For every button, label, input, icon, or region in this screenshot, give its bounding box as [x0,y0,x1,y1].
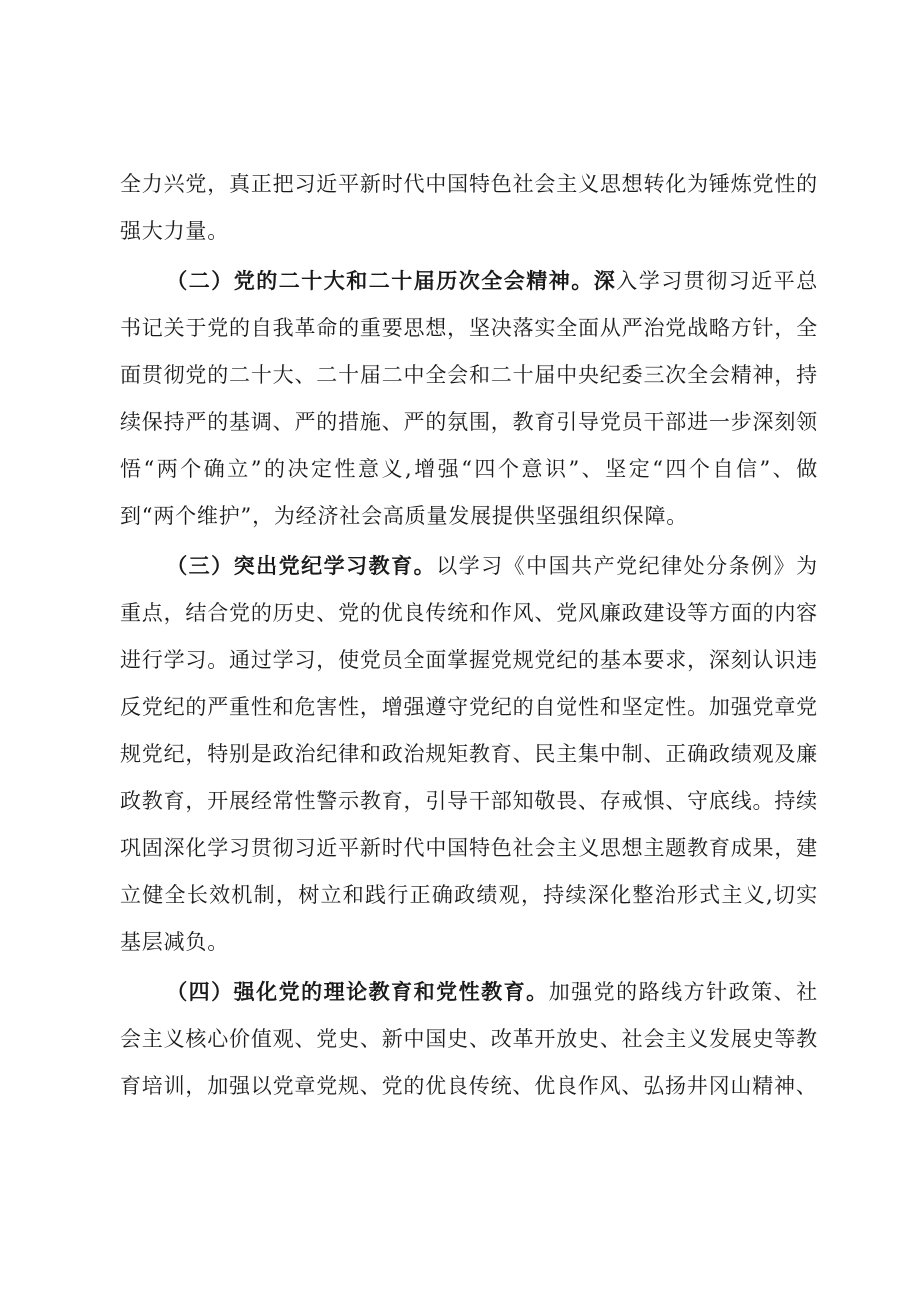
paragraph-4 [120,968,818,1110]
paragraph-2 [120,257,818,540]
paragraph-4-text: 加强党的路线方针政策、社会主义核心价值观、党史、新中国史、改革开放史、社会主义发展史等教育培训，加强以党章党规、党的优良传统、优良作风、弘扬井冈山精神、 [120,980,818,1098]
paragraph-3-text: 以学习《中国共产党纪律处分条例》为重点，结合党的历史、党的优良传统和作风、党风廉政建设等方面的内容进行学习。通过学习，使党员全面掌握党规党纪的基本要求，深刻认识违反党纪的严重性和危害性，增强遵守党纪的自觉性和坚定性。加强党章党规党纪，特别是政治纪律和政治规矩教育、民主集中制、正确政绩观及廉政教育，开展经常性警示教育，引导干部知敬畏、存戒惧、守底线。持续巩固深化学习贯彻习近平新时代中国特色社会主义思想主题教育成果，建立健全长效机制，树立和践行正确政绩观，持续深化整治形式主义,切实基层减负。 [120,554,818,954]
paragraph-3-heading: （三）突出党纪学习教育。 [166,553,437,578]
paragraph-2-text: 入学习贯彻习近平总书记关于党的自我革命的重要思想，坚决落实全面从严治党战略方针，全面贯彻党的二十大、二十届二中全会和二十届中央纪委三次全会精神，持续保持严的基调、严的措施、严的氛围，教育引导党员干部进一步深刻领悟“两个确立”的决定性意义,增强“四个意识”、坚定“四个自信”、做到“两个维护”，为经济社会高质量发展提供坚强组织保障。 [120,269,819,528]
document-body [120,160,818,1110]
paragraph-2-heading: （二）党的二十大和二十届历次全会精神。深 [166,268,617,293]
paragraph-4-heading: （四）强化党的理论教育和党性教育。 [166,979,549,1004]
paragraph-1-text: 全力兴党，真正把习近平新时代中国特色社会主义思想转化为锤炼党性的强大力量。 [120,172,818,243]
paragraph-1 [120,160,818,255]
paragraph-3 [120,542,818,966]
